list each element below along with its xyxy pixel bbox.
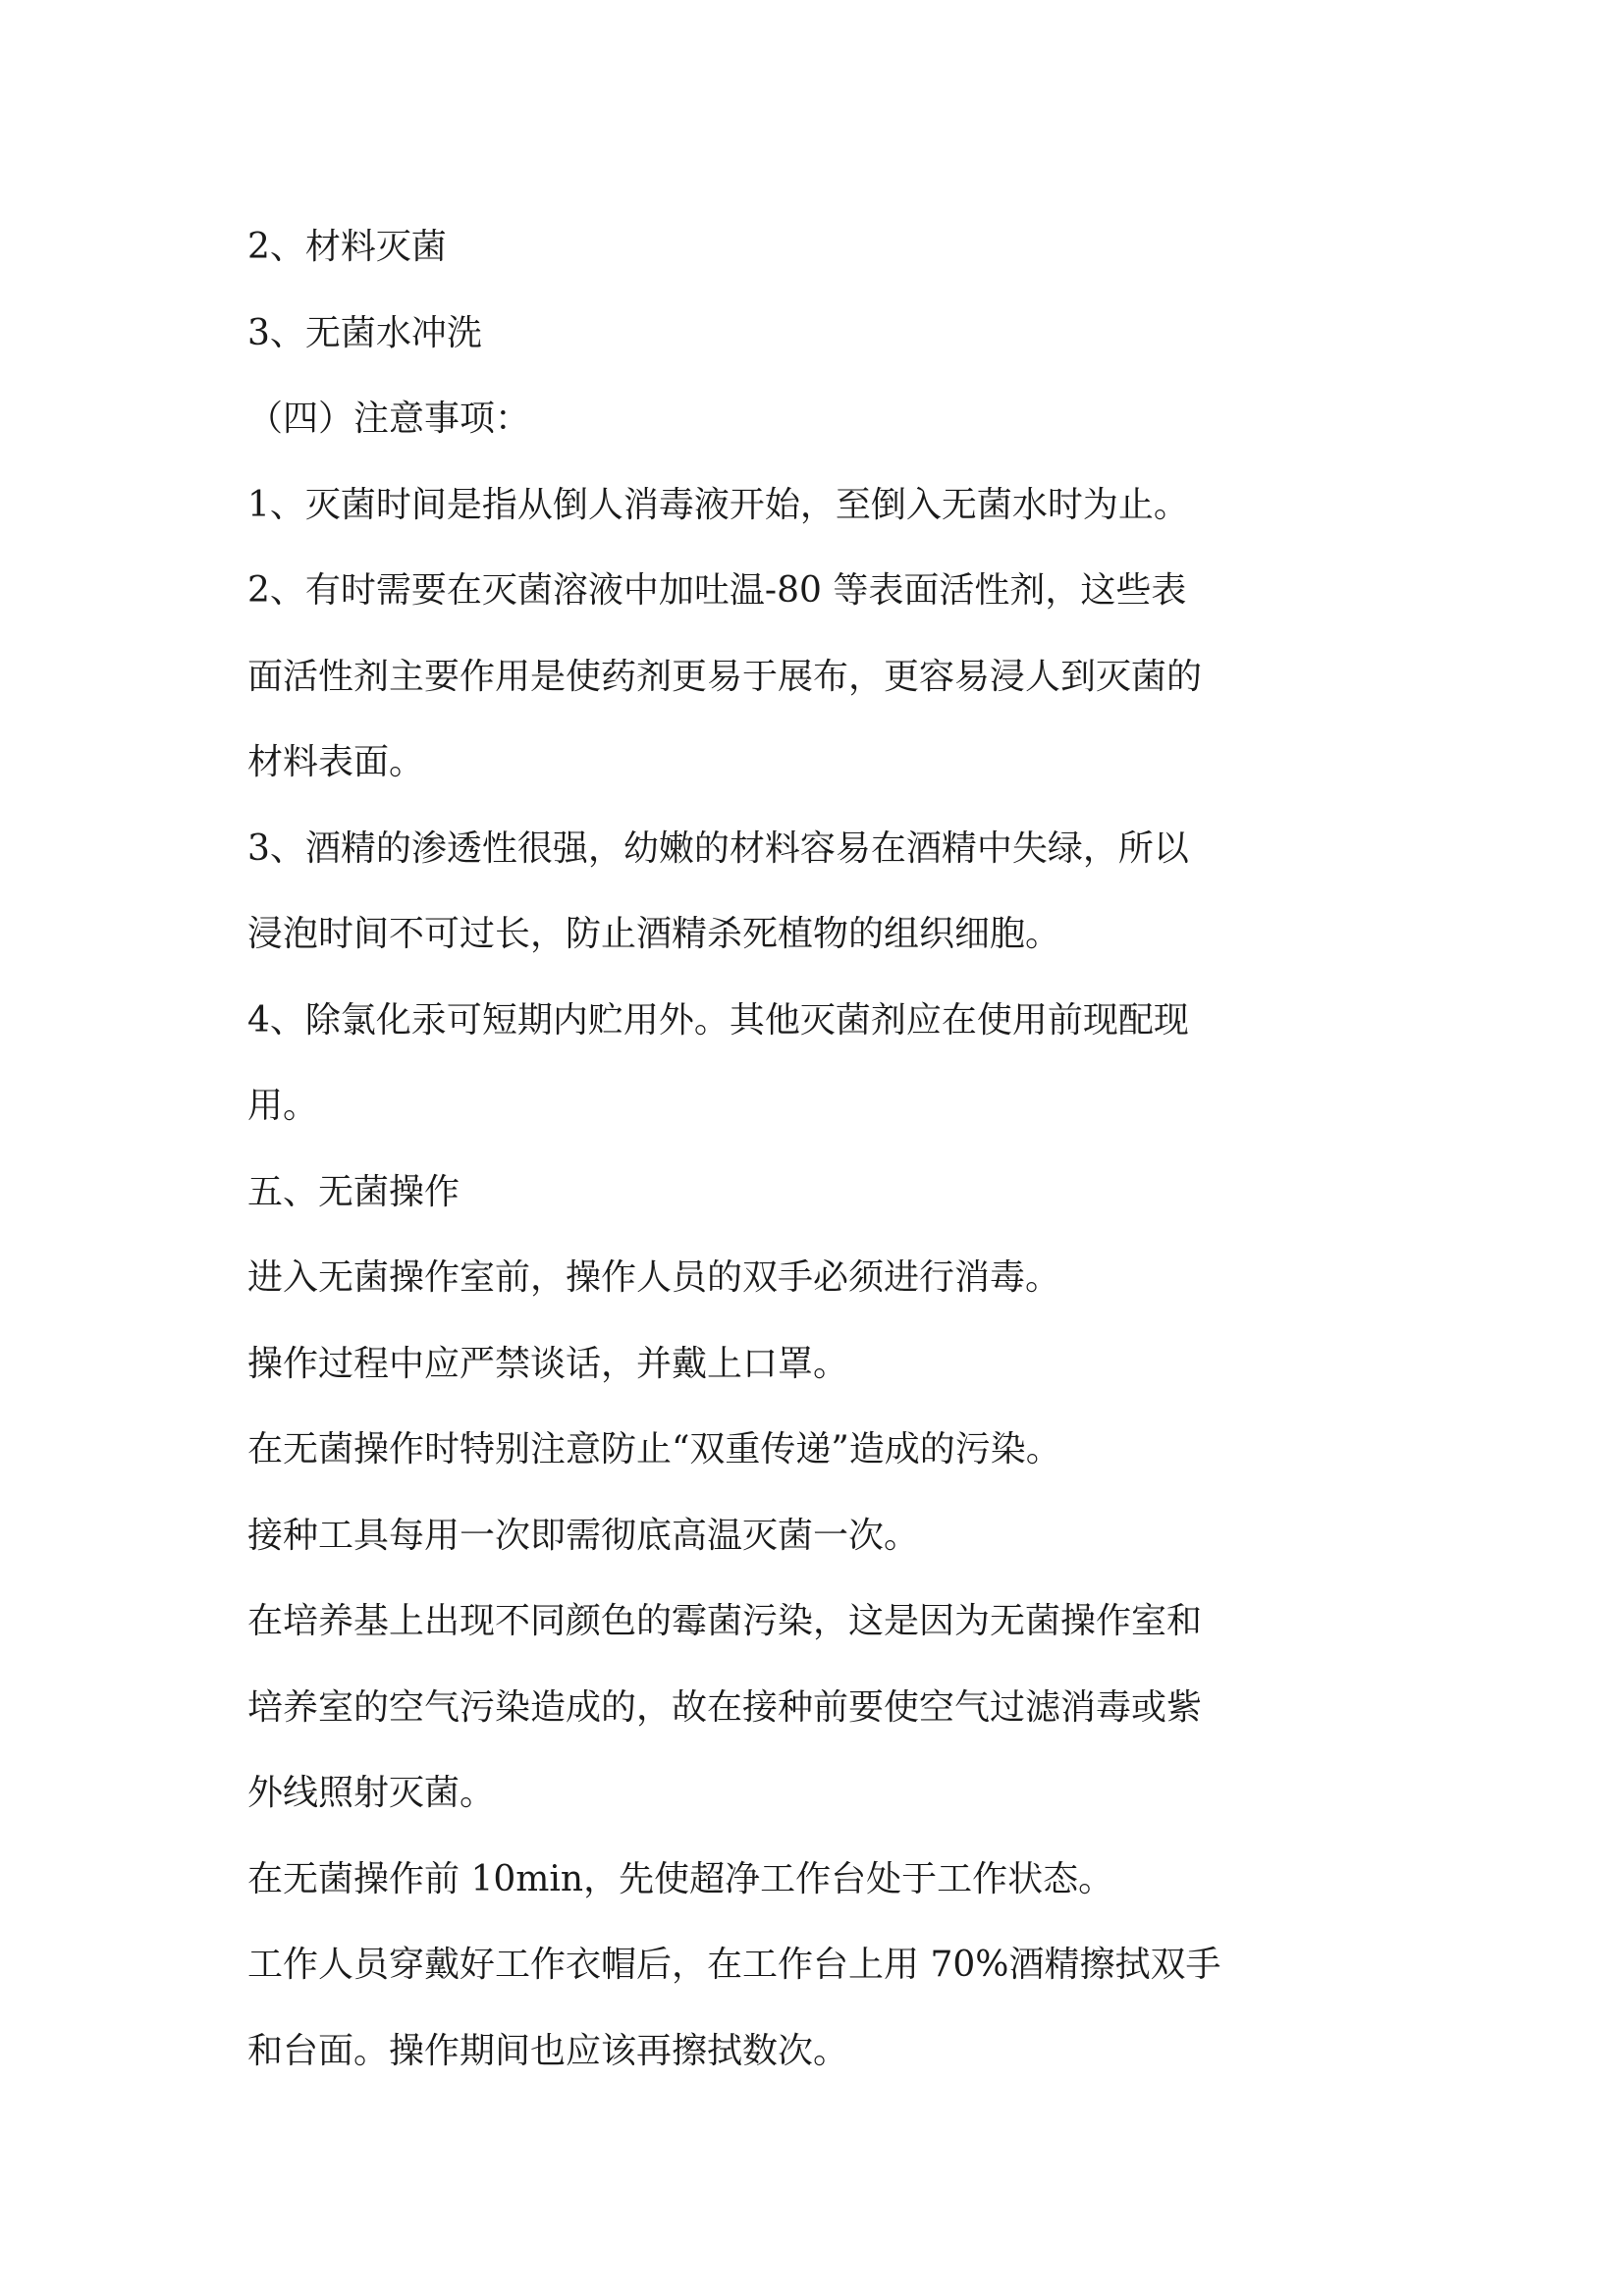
section-heading: 五、无菌操作 [247,1171,460,1212]
text-line: 在无菌操作时特别注意防止“双重传递”造成的污染。 [247,1429,1061,1469]
text-line: 面活性剂主要作用是使药剂更易于展布，更容易浸人到灭菌的 [247,656,1203,697]
section-heading: （四）注意事项： [247,399,531,439]
text-line: 在培养基上出现不同颜色的霉菌污染，这是因为无菌操作室和 [247,1601,1203,1641]
text-line: 接种工具每用一次即需彻底高温灭菌一次。 [247,1515,920,1556]
document-body [247,204,1278,2094]
text-line: 材料表面。 [247,742,425,782]
text-line: 工作人员穿戴好工作衣帽后，在工作台上用 70%酒精擦拭双手 [247,1945,1221,1985]
text-line: 3、无菌水冲洗 [247,312,482,353]
text-line: 外线照射灭菌。 [247,1773,496,1813]
text-line: 培养室的空气污染造成的，故在接种前要使空气过滤消毒或紫 [247,1686,1203,1728]
text-line: 3、酒精的渗透性很强，幼嫩的材料容易在酒精中失绿，所以 [247,828,1189,869]
text-line: 和台面。操作期间也应该再擦拭数次。 [247,2030,849,2071]
text-line: 在无菌操作前 10min，先使超净工作台处于工作状态。 [247,1858,1114,1899]
text-line: 浸泡时间不可过长，防止酒精杀死植物的组织细胞。 [247,914,1061,954]
text-line: 2、有时需要在灭菌溶液中加吐温-80 等表面活性剂，这些表 [247,570,1187,611]
text-line: 用。 [247,1086,319,1126]
text-line: 操作过程中应严禁谈话，并戴上口罩。 [247,1343,849,1384]
text-line: 2、材料灭菌 [247,227,447,267]
text-line: 4、除氯化汞可短期内贮用外。其他灭菌剂应在使用前现配现 [247,999,1189,1041]
text-line: 1、灭菌时间是指从倒人消毒液开始，至倒入无菌水时为止。 [247,484,1189,525]
text-line: 进入无菌操作室前，操作人员的双手必须进行消毒。 [247,1257,1061,1298]
